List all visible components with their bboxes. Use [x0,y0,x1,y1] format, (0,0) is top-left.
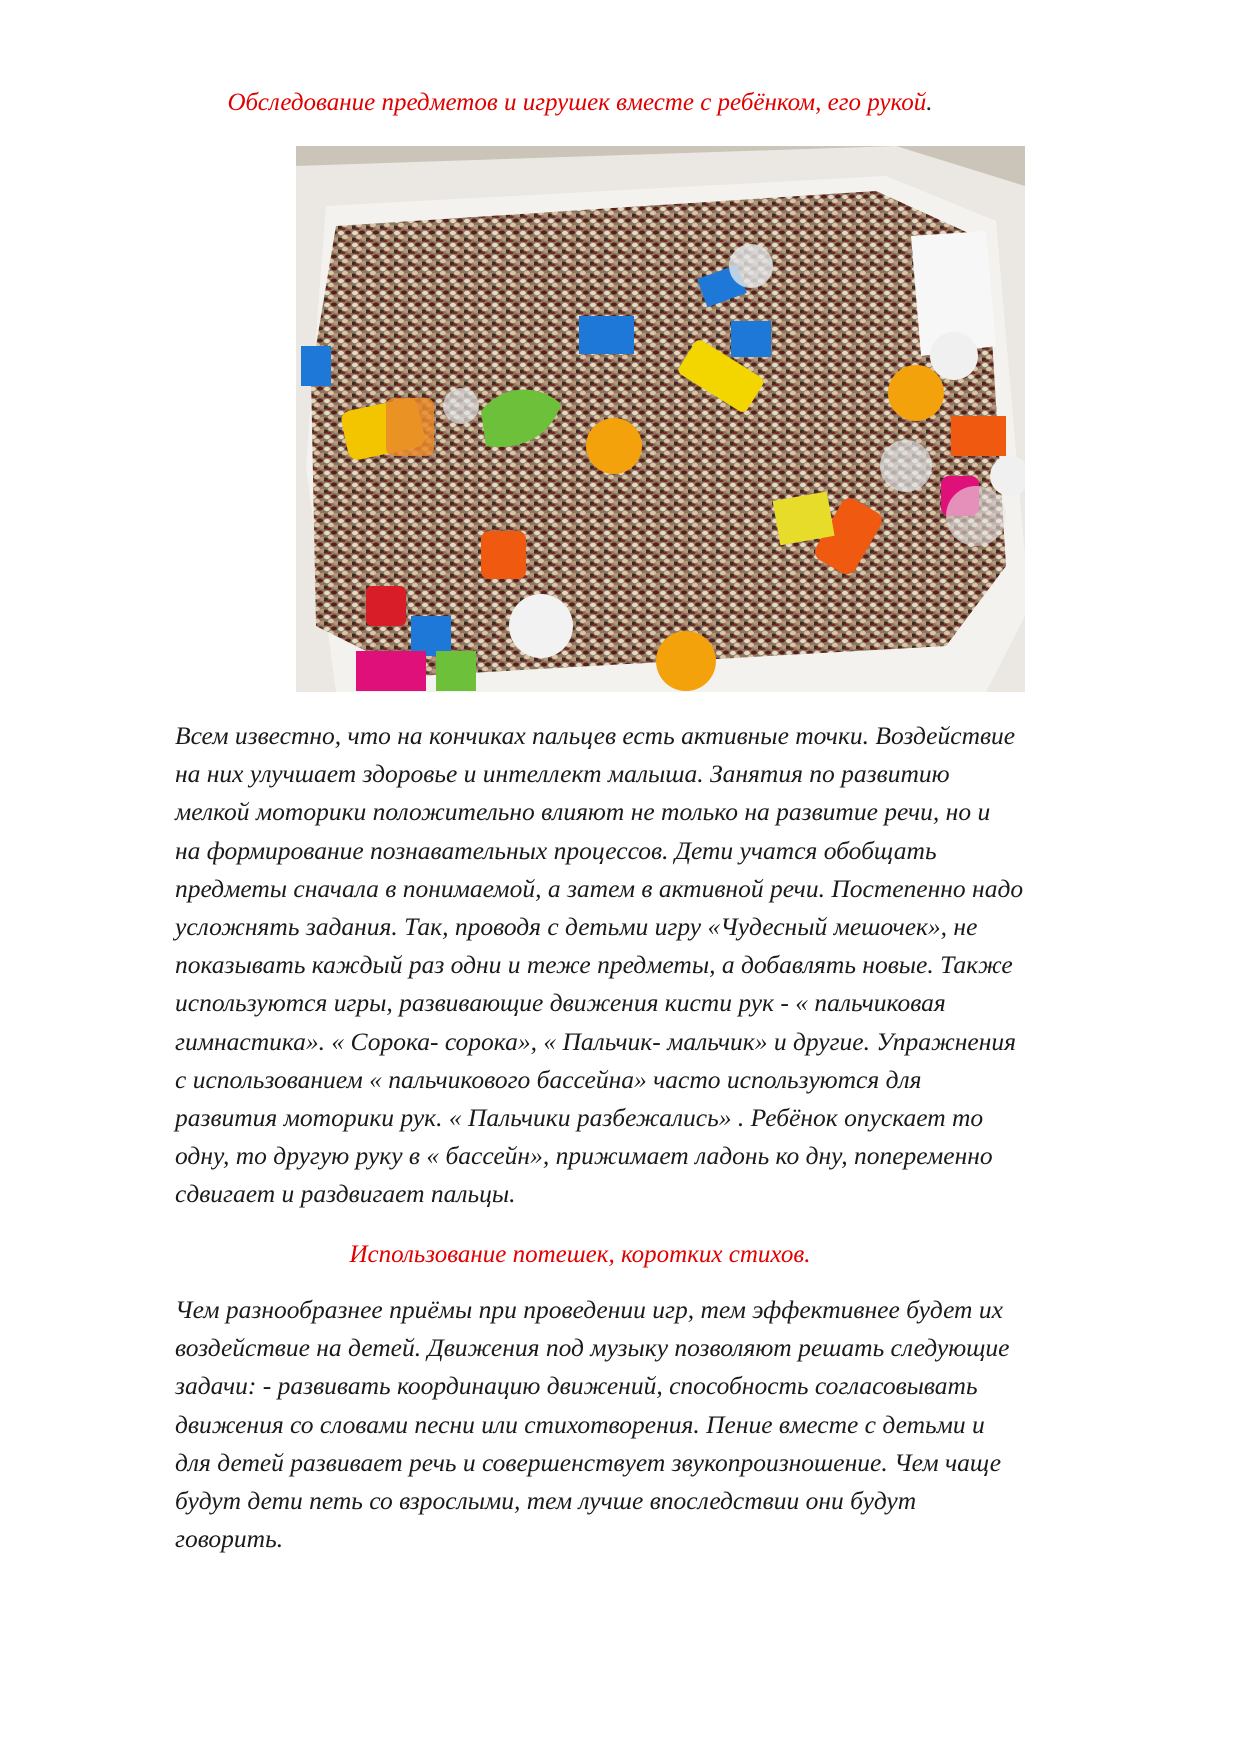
section-heading-examination [80,88,1080,118]
section-heading-nursery-rhymes: Использование потешек, коротких стихов. [349,1241,811,1268]
section-heading-examination-text: Обследование предметов и игрушек вместе с ребёнком, его рукой [227,89,927,116]
heading-trailing-period: . [926,89,933,116]
paragraph-fine-motor-skills: Всем известно, что на кончиках пальцев есть активные точки. Воздействие на них улучшает здоровье и интеллект малыша. Занятия по развитию мелкой моторики положительно влияют не только на развитие речи, но и на формирование познавательных процессов. Дети учатся обобщать предметы сначала в понимаемой, а затем в активной речи. Постепенно надо усложнять задания. Так, проводя с детьми игру «Чудесный мешочек», не показывать каждый раз одни и теже предметы, а добавлять новые. Также используются игры, развивающие движения кисти рук - « пальчиковая гимнастика». « Сорока- сорока», « Пальчик- мальчик» и другие. Упражнения с использованием « пальчикового бассейна» часто используются для развития моторики рук. « Пальчики разбежались» . Ребёнок опускает то одну, то другую руку в « бассейн», прижимает ладонь ко дну, попеременно сдвигает и раздвигает пальцы. [175,721,1024,1209]
paragraph-music-movement: Чем разнообразнее приёмы при проведении игр, тем эффективнее будет их воздействие на детей. Движения под музыку позволяют решать следующие задачи: - развивать координацию движений, способность согласовывать движения со словами песни или стихотворения. Пение вместе с детьми и для детей развивает речь и совершенствует звукопроизношение. Чем чаще будут дети петь со взрослыми, тем лучше впоследствии они будут говорить. [175,1295,1010,1554]
sensory-bin-photo [296,146,1025,692]
